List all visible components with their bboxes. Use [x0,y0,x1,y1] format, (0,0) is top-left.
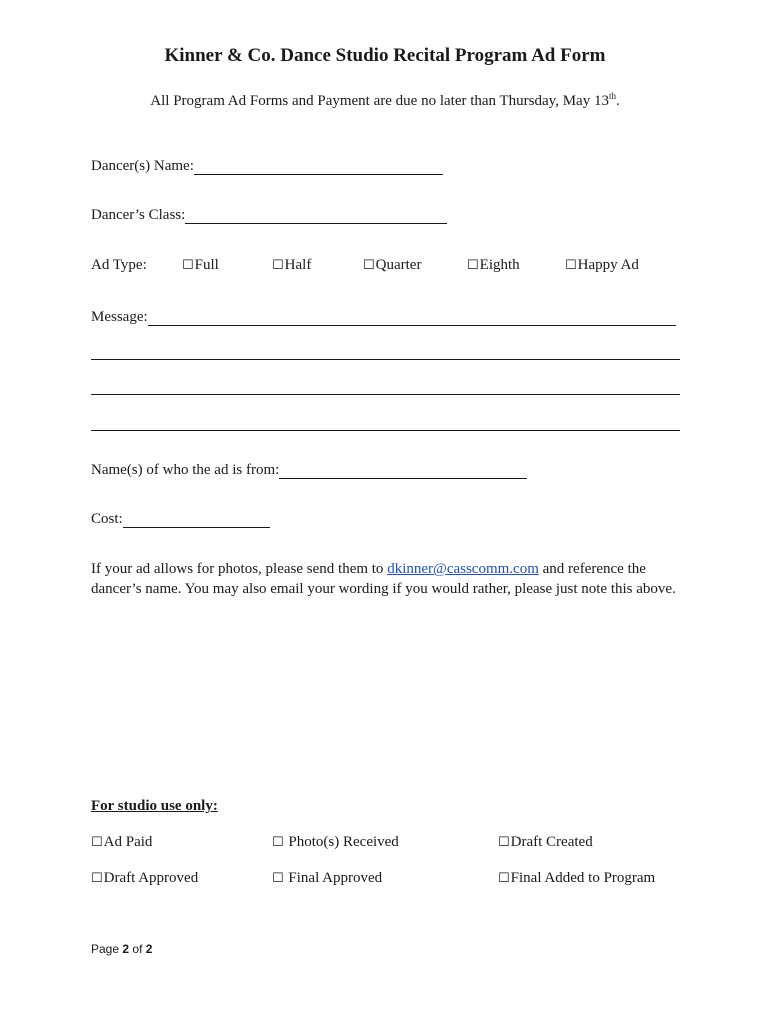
page-total: 2 [145,942,153,956]
ad-type-option-label: Half [284,257,312,273]
checkbox-icon: ☐ [272,835,284,850]
checkbox-icon: ☐ [91,871,103,886]
draft-approved-checkbox[interactable] [91,870,198,887]
dancer-class-input[interactable] [185,209,447,224]
photo-instructions-text-end: and reference the dancer’s name. You may also email your wording if you would rather, please just note this above. [91,561,676,597]
due-date-end: . [615,93,620,109]
page-footer [91,942,152,956]
checkbox-icon: ☐ [272,258,284,273]
studio-item-label: Draft Created [510,834,593,850]
checkbox-icon: ☐ [498,871,510,886]
ad-type-option-label: Eighth [479,257,520,273]
ad-type-option-label: Happy Ad [577,257,639,273]
message-input-line-2[interactable] [91,359,680,360]
ad-type-half-checkbox[interactable] [272,257,311,274]
cost-label: Cost: [91,511,123,527]
photo-instructions-text: If your ad allows for photos, please send them to [91,561,388,577]
due-date-text: All Program Ad Forms and Payment are due no later than Thursday, May 13 [150,93,609,109]
studio-use-heading: For studio use only: [91,798,218,814]
checkbox-icon: ☐ [91,835,103,850]
ad-type-label: Ad Type: [91,257,147,273]
studio-item-label: Final Added to Program [510,870,656,886]
ad-from-input[interactable] [279,464,527,479]
message-label: Message: [91,309,148,325]
ad-from-row [91,462,527,479]
checkbox-icon: ☐ [182,258,194,273]
photo-instructions [91,559,691,599]
email-link[interactable]: dkinner@casscomm.com [387,561,539,577]
message-row [91,309,676,326]
ad-type-full-checkbox[interactable] [182,257,219,274]
studio-item-label: Photo(s) Received [284,834,399,850]
dancer-class-row [91,207,447,224]
final-added-checkbox[interactable] [498,870,655,887]
draft-created-checkbox[interactable] [498,834,593,851]
page-label: Page [91,942,120,956]
ad-type-quarter-checkbox[interactable] [363,257,421,274]
studio-item-label: Draft Approved [103,870,199,886]
message-input-line-1[interactable] [148,311,676,326]
ad-type-eighth-checkbox[interactable] [467,257,520,274]
page-of-label: of [132,942,143,956]
ad-type-option-label: Quarter [375,257,422,273]
ad-paid-checkbox[interactable] [91,834,152,851]
checkbox-icon: ☐ [467,258,479,273]
due-date-notice [0,93,770,110]
cost-input[interactable] [123,513,270,528]
studio-item-label: Ad Paid [103,834,153,850]
ad-type-happy-ad-checkbox[interactable] [565,257,639,274]
cost-row [91,511,270,528]
checkbox-icon: ☐ [363,258,375,273]
dancer-name-label: Dancer(s) Name: [91,158,194,174]
ad-from-label: Name(s) of who the ad is from: [91,462,280,478]
dancer-class-label: Dancer’s Class: [91,207,186,223]
checkbox-icon: ☐ [272,871,284,886]
ad-type-option-label: Full [194,257,219,273]
dancer-name-input[interactable] [194,160,443,175]
photos-received-checkbox[interactable] [272,834,399,851]
studio-item-label: Final Approved [284,870,383,886]
form-title: Kinner & Co. Dance Studio Recital Program Ad Form [164,45,606,66]
final-approved-checkbox[interactable] [272,870,382,887]
due-date-superscript: th [608,91,616,101]
dancer-name-row [91,158,443,175]
checkbox-icon: ☐ [498,835,510,850]
checkbox-icon: ☐ [565,258,577,273]
page-number: 2 [122,942,130,956]
message-input-line-3[interactable] [91,394,680,395]
message-input-line-4[interactable] [91,430,680,431]
